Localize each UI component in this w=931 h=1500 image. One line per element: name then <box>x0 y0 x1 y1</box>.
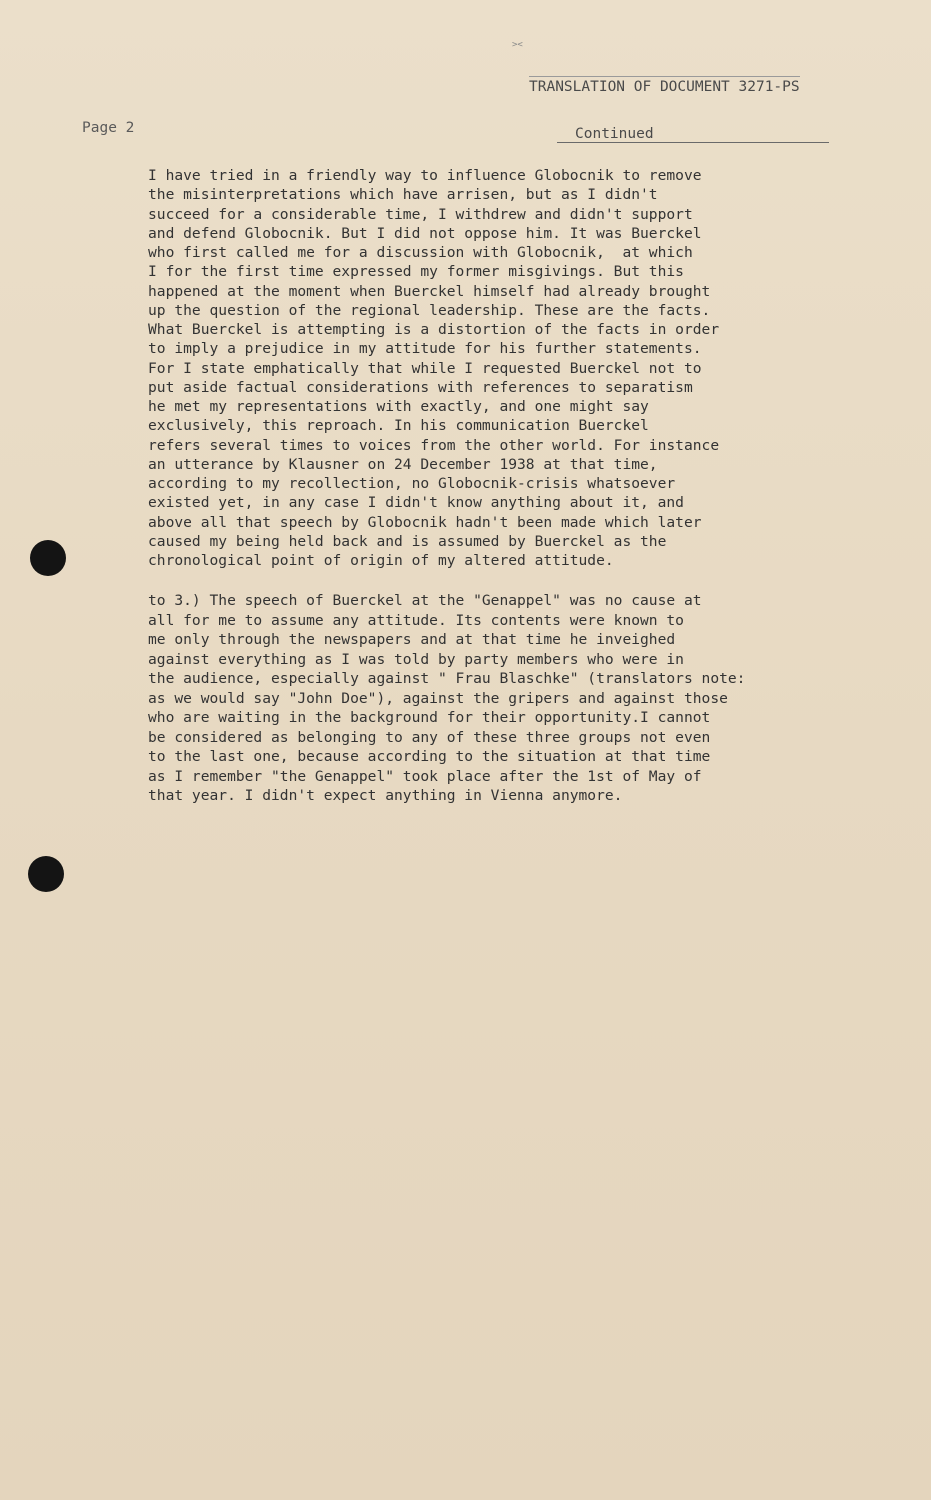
text-line: against everything as I was told by party members who were in <box>148 650 684 668</box>
text-line: to imply a prejudice in my attitude for his further statements. <box>148 340 702 358</box>
text-line: an utterance by Klausner on 24 December 1938 at that time, <box>148 455 658 473</box>
stray-mark: >< <box>512 40 523 50</box>
text-line: the misinterpretations which have arrisen, but as I didn't <box>148 186 658 204</box>
text-line: I have tried in a friendly way to influence Globocnik to remove <box>148 167 702 184</box>
text-line: be considered as belonging to any of these three groups not even <box>148 728 711 746</box>
text-line: the audience, especially against " Frau Blaschke" (translators note: <box>148 670 746 687</box>
text-line: who are waiting in the background for their opportunity.I cannot <box>148 709 711 726</box>
text-line: to the last one, because according to the situation at that time <box>148 748 711 765</box>
text-line: succeed for a considerable time, I withdrew and didn't support <box>148 205 693 223</box>
text-line: What Buerckel is attempting is a distortion of the facts in order <box>148 321 720 338</box>
text-line: For I state emphatically that while I requested Buerckel not to <box>148 359 702 377</box>
document-title: TRANSLATION OF DOCUMENT 3271-PS <box>529 76 800 95</box>
text-line: all for me to assume any attitude. Its contents were known to <box>148 611 684 629</box>
text-line: according to my recollection, no Globocnik-crisis whatsoever <box>148 475 676 492</box>
text-line: existed yet, in any case I didn't know anything about it, and <box>148 494 684 512</box>
text-line: happened at the moment when Buerckel himself had already brought <box>148 282 711 300</box>
text-line: as we would say "John Doe"), against the gripers and against those <box>148 689 728 707</box>
text-line: to 3.) The speech of Buerckel at the "Genappel" was no cause at <box>148 592 702 609</box>
continued-label: Continued <box>557 126 829 143</box>
text-line: caused my being held back and is assumed by Buerckel as the <box>148 532 667 550</box>
text-line: put aside factual considerations with references to separatism <box>148 378 693 396</box>
text-line: who first called me for a discussion with Globocnik, at which <box>148 244 693 261</box>
punch-hole-lower <box>28 856 64 892</box>
page-number-label: Page 2 <box>82 120 135 136</box>
punch-hole-upper <box>30 540 66 576</box>
text-line: he met my representations with exactly, and one might say <box>148 398 649 415</box>
text-line: exclusively, this reproach. In his communication Buerckel <box>148 417 649 435</box>
text-line: refers several times to voices from the other world. For instance <box>148 436 720 454</box>
text-line: me only through the newspapers and at that time he inveighed <box>148 631 676 648</box>
text-line: up the question of the regional leadership. These are the facts. <box>148 301 711 319</box>
text-line: chronological point of origin of my altered attitude. <box>148 552 614 569</box>
text-line: above all that speech by Globocnik hadn't been made which later <box>148 513 702 531</box>
paragraph-1 <box>148 166 838 570</box>
text-line: I for the first time expressed my former misgivings. But this <box>148 263 684 281</box>
text-line: as I remember "the Genappel" took place after the 1st of May of <box>148 767 702 785</box>
text-line: that year. I didn't expect anything in Vienna anymore. <box>148 787 623 804</box>
text-line: and defend Globocnik. But I did not oppose him. It was Buerckel <box>148 224 702 242</box>
paragraph-2 <box>148 591 838 806</box>
